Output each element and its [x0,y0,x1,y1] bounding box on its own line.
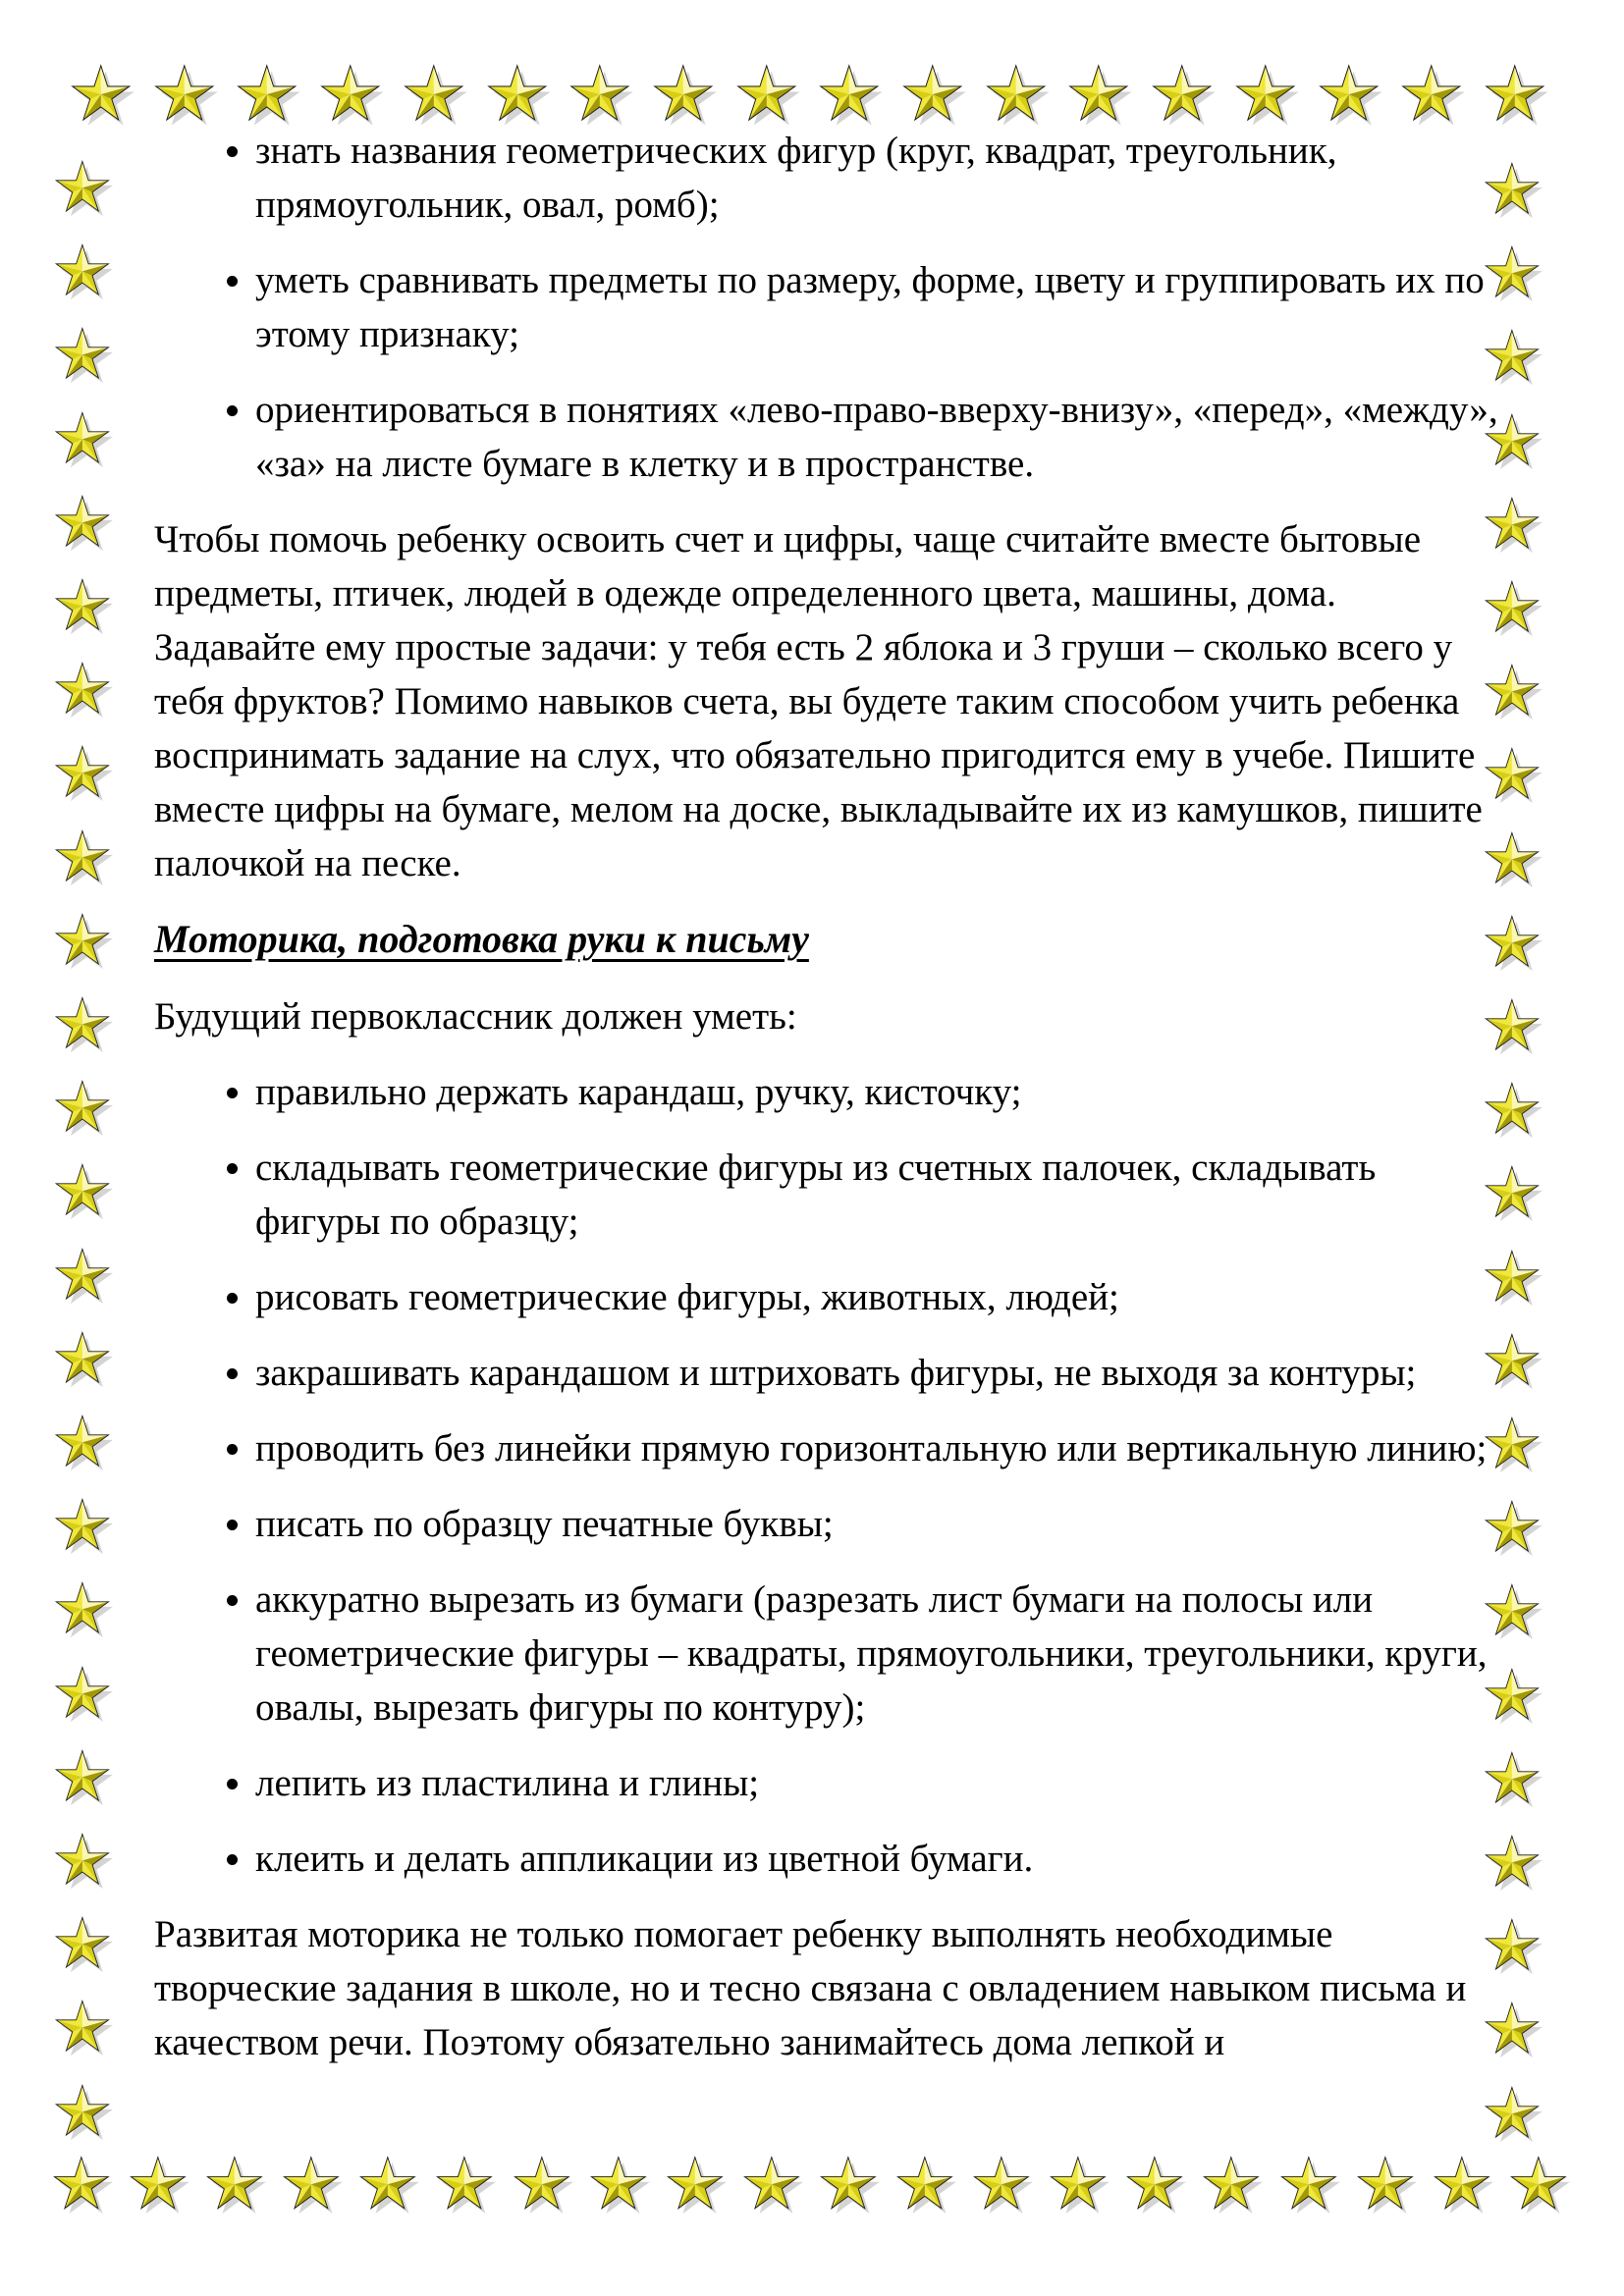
paragraph-counting: Чтобы помочь ребенку освоить счет и цифры, чаще считайте вместе бытовые предметы, птичек, людей в одежде определенного цвета, машины, дома. Задавайте ему простые задачи: у тебя есть 2 яблока и 3 груши – сколько всего у тебя фруктов? Помимо навыков счета, вы будете таким способом учить ребенка воспринимать задание на слух, что обязательно пригодится ему в учебе. Пишите вместе цифры на бумаге, мелом на доске, выкладывайте их из камушков, пишите палочкой на песке. [154,518,1483,884]
document-content [154,124,1501,2091]
star-icon [51,2081,116,2146]
list-item: ориентироваться в понятиях «лево-право-вверху-внизу», «перед», «между», «за» на листе бумаге в клетку и в пространстве. [154,383,1501,491]
star-icon [51,240,116,305]
list-item: уметь сравнивать предметы по размеру, форме, цвету и группировать их по этому признаку; [154,253,1501,361]
list-item: закрашивать карандашом и штриховать фигуры, не выходя за контуры; [154,1346,1501,1400]
list-item: аккуратно вырезать из бумаги (разрезать лист бумаги на полосы или геометрические фигуры – квадраты, прямоугольники, треугольники, круги, овалы, вырезать фигуры по контуру); [154,1573,1501,1735]
star-icon [816,2153,883,2219]
star-icon [279,2153,346,2219]
star-icon [1276,2153,1343,2219]
star-icon [1481,2083,1545,2148]
list-item: проводить без линейки прямую горизонтальную или вертикальную линию; [154,1421,1501,1475]
star-icon [1148,61,1218,132]
star-icon [355,2153,422,2219]
star-icon [51,408,116,473]
star-icon [51,827,116,891]
list-item: знать названия геометрических фигур (круг, квадрат, треугольник, прямоугольник, овал, ромб); [154,124,1501,232]
star-icon [51,1913,116,1978]
star-icon [969,2153,1036,2219]
section-heading-motor-skills: Моторика, подготовка руки к письму [154,917,809,961]
star-icon [1231,61,1302,132]
star-icon [51,1077,116,1142]
star-border-top [67,61,1551,132]
star-icon [51,157,116,222]
star-icon [1353,2153,1420,2219]
list-item: писать по образцу печатные буквы; [154,1497,1501,1551]
star-icon [51,324,116,389]
star-icon [400,61,470,132]
star-icon [1122,2153,1189,2219]
star-icon [815,61,886,132]
star-icon [51,575,116,640]
star-icon [51,1997,116,2061]
star-icon [51,1160,116,1225]
star-icon [316,61,387,132]
star-icon [1397,61,1468,132]
list-item: лепить из пластилина и глины; [154,1756,1501,1810]
star-icon [1046,2153,1112,2219]
star-icon [51,1412,116,1476]
star-icon [898,61,969,132]
star-icon [982,61,1053,132]
star-icon [566,61,636,132]
star-icon [510,2153,576,2219]
star-icon [649,61,720,132]
list-item: рисовать геометрические фигуры, животных, людей; [154,1270,1501,1324]
star-icon [51,1245,116,1309]
motor-skills-list [154,1065,1501,1886]
star-icon [1430,2153,1496,2219]
star-icon [67,61,137,132]
star-icon [126,2153,192,2219]
star-icon [150,61,221,132]
star-icon [739,2153,806,2219]
star-icon [1199,2153,1266,2219]
star-icon [586,2153,653,2219]
star-icon [732,61,803,132]
star-icon [51,1578,116,1643]
star-icon [663,2153,730,2219]
star-icon [483,61,554,132]
star-icon [51,492,116,557]
star-icon [893,2153,959,2219]
star-border-left [51,157,116,2146]
star-icon [51,742,116,807]
star-icon [1064,61,1135,132]
star-icon [432,2153,499,2219]
list-item: складывать геометрические фигуры из счетных палочек, складывать фигуры по образцу; [154,1141,1501,1249]
star-icon [1315,61,1385,132]
list-item: правильно держать карандаш, ручку, кисточку; [154,1065,1501,1119]
star-border-bottom [49,2153,1573,2219]
star-icon [51,1495,116,1560]
star-icon [233,61,303,132]
paragraph-list-intro: Будущий первоклассник должен уметь: [154,995,797,1038]
star-icon [51,659,116,723]
star-icon [1506,2153,1573,2219]
list-item: клеить и делать аппликации из цветной бумаги. [154,1832,1501,1886]
star-icon [51,1663,116,1728]
star-icon [1481,61,1551,132]
star-icon [51,1830,116,1895]
numeracy-skills-list [154,124,1501,491]
star-icon [202,2153,269,2219]
star-icon [51,910,116,975]
star-icon [49,2153,116,2219]
star-icon [51,993,116,1058]
star-icon [51,1328,116,1393]
paragraph-motor-development: Развитая моторика не только помогает ребенку выполнять необходимые творческие задания в школе, но и тесно связана с овладением навыком письма и качеством речи. Поэтому обязательно занимайтесь дома лепкой и [154,1913,1467,2063]
star-icon [51,1746,116,1811]
